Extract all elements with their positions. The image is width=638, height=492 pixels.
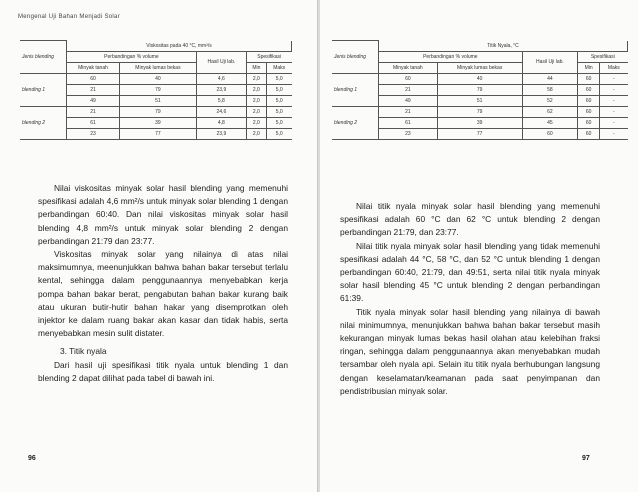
col-maks: Maks [266, 62, 291, 73]
table-cell: 61 [379, 117, 438, 128]
col-spesifikasi: Spesifikasi [246, 51, 291, 62]
table-row [20, 106, 292, 117]
table-cell: 5,0 [266, 106, 291, 117]
table-cell: 4,8 [196, 117, 246, 128]
table-cell: 52 [522, 95, 577, 106]
col-spesifikasi: Spesifikasi [578, 51, 628, 62]
paragraph: Nilai titik nyala minyak solar hasil blending yang memenuhi spesifikasi adalah 60 °C dan 62 °C untuk blending 2 dengan perbandingan 21:79, dan 23:77. [340, 201, 600, 238]
table-cell: 5,0 [266, 128, 291, 139]
group-label: blending 2 [20, 106, 67, 139]
col-hasil-uji: Hasil Uji lab. [196, 51, 246, 73]
table-cell: 39 [120, 117, 197, 128]
table-cell: 23 [379, 128, 438, 139]
paragraph: Dari hasil uji spesifikasi titik nyala untuk blending 1 dan blending 2 dapat dilihat pada tabel di bawah ini. [38, 359, 288, 383]
table-cell: 62 [522, 106, 577, 117]
table-cell: 40 [437, 73, 522, 84]
col-jenis-blending: Jenis blending [332, 41, 379, 74]
table-cell: 79 [437, 84, 522, 95]
table-cell: 2,0 [246, 73, 266, 84]
table-cell: 40 [120, 73, 197, 84]
table-cell: 21 [379, 106, 438, 117]
table-cell: 21 [67, 106, 120, 117]
paragraph: Nilai titik nyala minyak solar hasil blending yang tidak memenuhi spesifikasi adalah 44 °C, 58 °C, dan 52 °C untuk blending 1 dengan perbandingan 60:40, 21:79, dan 49:51, serta nilai titik nyala minyak solar hasil blending 45 °C untuk blending 2 dengan perbandingan 61:39. [340, 240, 600, 304]
table-cell: 2,0 [246, 117, 266, 128]
table-cell: 49 [379, 95, 438, 106]
col-jenis-blending: Jenis blending [20, 41, 67, 74]
group-label: blending 1 [20, 73, 67, 106]
paragraph: Nilai viskositas minyak solar hasil blending yang memenuhi spesifikasi adalah 4,6 mm²/s untuk minyak solar blending 1 dengan perbandingan 60:40. Dan nilai viskositas minyak solar hasil blending 4,8 mm²/s untuk minyak solar blending 2 dengan perbandingan 21:79 dan 23:77. [38, 183, 288, 246]
table-cell: 58 [522, 84, 577, 95]
table-cell: 60 [578, 95, 600, 106]
paragraph: Viskositas minyak solar yang nilainya di atas nilai maksimumnya, meenunjukkan bahwa bahan bakar tersebut terlalu kental, sehingga dalam penggunaannya menyebabkan kerja pompa bahan bakar berat, pengabutan bahan bakar kurang baik atau ukuran butir-hutir bahan hakar yang disemprotkan oleh injektor ke dalam ruang bakar akan kasar dan tidak habis, serta menyebabkan mesin sulit distater. [38, 249, 288, 339]
page-number: 96 [28, 455, 36, 462]
table-cell: 39 [437, 117, 522, 128]
table-row [332, 73, 628, 84]
table-cell: 2,0 [246, 95, 266, 106]
table-header-top: Titik Nyala, °C [379, 41, 628, 52]
table-cell: 5,0 [266, 95, 291, 106]
table-cell: 23,9 [196, 128, 246, 139]
right-body [340, 200, 600, 398]
col-perbandingan: Perbandingan % volume [379, 51, 523, 62]
paragraph: Titik nyala minyak solar hasil blending yang nilainya di bawah nilai minimumnya, menunjukkan bahwa bahan bakar tersebut masih kekurangan minyak lumas bekas hasil olahan atau kelebihan fraksi ringan, sehingga dalam penggunaannya akan menyebabkan mudah tersambar oleh nyala api. Selain itu titik nyala berhubungan langsung dengan keselamatan/keamanan pada saat penyimpanan dan pendistribusian minyak solar. [340, 306, 600, 396]
col-min: Min [578, 62, 600, 73]
table-cell: 79 [437, 106, 522, 117]
table-cell: 79 [120, 84, 197, 95]
table-cell: 44 [522, 73, 577, 84]
col-minyak-tanah: Minyak tanah [379, 62, 438, 73]
table-cell: 45 [522, 117, 577, 128]
table-cell: 24,6 [196, 106, 246, 117]
table-cell: 23,9 [196, 84, 246, 95]
viscosity-table [20, 40, 292, 140]
table-cell: 5,0 [266, 73, 291, 84]
col-minyak-tanah: Minyak tanah [67, 62, 120, 73]
table-cell: 60 [578, 106, 600, 117]
table-cell: 60 [578, 84, 600, 95]
table-cell: 2,0 [246, 84, 266, 95]
page-number: 97 [582, 455, 590, 462]
col-perbandingan: Perbandingan % volume [67, 51, 197, 62]
table-cell: 79 [120, 106, 197, 117]
col-minyak-lumas: Minyak lumas bekas [120, 62, 197, 73]
group-label: blending 2 [332, 106, 379, 139]
table-cell: 23 [67, 128, 120, 139]
col-min: Min [246, 62, 266, 73]
col-hasil-uji: Hasil Uji lab. [522, 51, 577, 73]
table-cell: 60 [578, 128, 600, 139]
table-cell: 2,0 [246, 128, 266, 139]
table-row [20, 73, 292, 84]
table-cell: - [600, 73, 628, 84]
section-heading: 3. Titik nyala [60, 346, 107, 357]
table-cell: 61 [67, 117, 120, 128]
left-body [38, 182, 288, 385]
table-cell: - [600, 128, 628, 139]
table-cell: 21 [379, 84, 438, 95]
table-cell: 21 [67, 84, 120, 95]
table-cell: 60 [522, 128, 577, 139]
table-cell: 60 [578, 117, 600, 128]
table-cell: 5,0 [266, 117, 291, 128]
table-cell: 51 [437, 95, 522, 106]
left-page [0, 0, 318, 492]
right-page [320, 0, 638, 492]
table-cell: 5,0 [266, 84, 291, 95]
table-header-top: Viskositas pada 40 °C, mm²/s [67, 41, 292, 52]
flashpoint-table [332, 40, 628, 140]
table-cell: - [600, 106, 628, 117]
table-cell: 60 [578, 73, 600, 84]
table-cell: 60 [67, 73, 120, 84]
table-cell: 2,0 [246, 106, 266, 117]
col-minyak-lumas: Minyak lumas bekas [437, 62, 522, 73]
table-cell: 77 [437, 128, 522, 139]
table-cell: 51 [120, 95, 197, 106]
table-cell: - [600, 84, 628, 95]
table-row [332, 106, 628, 117]
running-head: Mengenal Uji Bahan Menjadi Solar [18, 14, 120, 20]
table-cell: 77 [120, 128, 197, 139]
table-cell: 49 [67, 95, 120, 106]
table-cell: 4,6 [196, 73, 246, 84]
table-cell: 5,8 [196, 95, 246, 106]
group-label: blending 1 [332, 73, 379, 106]
table-cell: 60 [379, 73, 438, 84]
col-maks: Maks [600, 62, 628, 73]
table-cell: - [600, 117, 628, 128]
table-cell: - [600, 95, 628, 106]
